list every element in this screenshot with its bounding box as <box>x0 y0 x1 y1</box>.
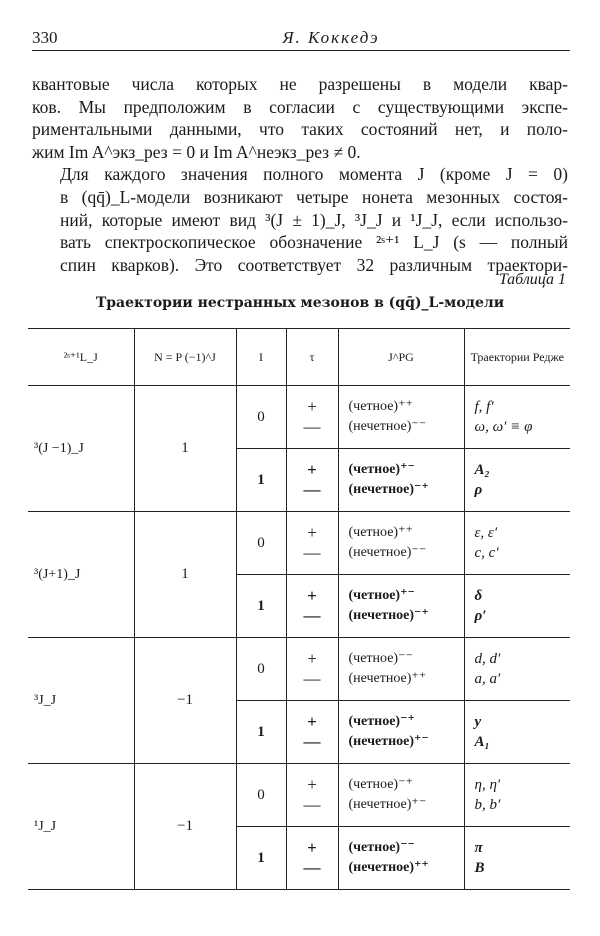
isospin-cell: 1 <box>236 701 286 764</box>
regge-cell <box>464 386 570 449</box>
jpg-cell-line: (нечетное)⁻⁻ <box>348 419 427 434</box>
tau-cell-line: — <box>303 732 321 751</box>
regge-cell <box>464 764 570 827</box>
body-text <box>32 73 568 276</box>
regge-cell-line: ω, ω′ ≡ φ <box>474 419 533 435</box>
paragraph-2 <box>32 163 568 276</box>
page-number: 330 <box>32 28 58 47</box>
n-cell: 1 <box>134 386 236 512</box>
text-line: Для каждого значения полного момента J (кроме J = 0) <box>60 164 568 185</box>
regge-cell-line: A₁ <box>474 734 490 750</box>
tau-cell <box>286 575 338 638</box>
isospin-cell: 1 <box>236 827 286 890</box>
text-line: вать спектроскопическое обозначение ²ˢ⁺¹ L_J (s — полный <box>60 232 568 253</box>
tau-cell-line: — <box>303 606 321 625</box>
jpg-cell <box>338 512 464 575</box>
tau-cell-line: — <box>303 795 321 814</box>
jpg-cell-line: (четное)⁻⁺ <box>348 714 415 729</box>
running-title: Я. Коккедэ <box>282 28 380 47</box>
tau-cell-line: + <box>307 460 317 479</box>
text-line: в (qq̄)_L-модели возникают четыре нонета мезонных состоя- <box>60 186 568 207</box>
jpg-cell-line: (четное)⁺⁻ <box>348 462 415 477</box>
table-row <box>28 638 570 701</box>
state-cell: ³(J+1)_J <box>28 512 134 638</box>
tau-cell <box>286 449 338 512</box>
text-line: жим Im A^экз_рез = 0 и Im A^неэкз_рез ≠ 0. <box>32 141 361 162</box>
tau-cell-line: — <box>303 543 321 562</box>
tau-cell <box>286 701 338 764</box>
regge-cell-line: d, d′ <box>474 651 501 667</box>
jpg-cell-line: (нечетное)⁻⁻ <box>348 545 427 560</box>
isospin-cell: 0 <box>236 764 286 827</box>
page-header <box>32 28 570 51</box>
n-cell: 1 <box>134 512 236 638</box>
jpg-cell-line: (четное)⁺⁺ <box>348 399 413 414</box>
regge-cell <box>464 449 570 512</box>
isospin-cell: 1 <box>236 449 286 512</box>
tau-cell-line: + <box>307 649 317 668</box>
regge-cell-line: B <box>474 860 485 876</box>
jpg-cell-line: (четное)⁻⁻ <box>348 840 415 855</box>
tau-cell-line: + <box>307 838 317 857</box>
text-line: ний, которые имеют вид ³(J ± 1)_J, ³J_J и ¹J_J, если использо- <box>60 209 568 230</box>
tau-cell <box>286 512 338 575</box>
isospin-cell: 0 <box>236 638 286 701</box>
regge-cell <box>464 512 570 575</box>
jpg-cell-line: (нечетное)⁺⁺ <box>348 671 427 686</box>
regge-cell-line: A₂ <box>474 462 490 478</box>
isospin-cell: 1 <box>236 575 286 638</box>
regge-cell-line: b, b′ <box>474 797 501 813</box>
tau-cell-line: — <box>303 480 321 499</box>
regge-cell <box>464 827 570 890</box>
trajectory-table <box>28 328 570 890</box>
tau-cell <box>286 827 338 890</box>
jpg-cell-line: (четное)⁺⁻ <box>348 588 415 603</box>
regge-cell <box>464 638 570 701</box>
jpg-cell-line: (нечетное)⁺⁺ <box>348 860 429 875</box>
regge-cell-line: π <box>474 840 483 856</box>
tau-cell-line: + <box>307 523 317 542</box>
regge-cell-line: ρ′ <box>474 608 487 624</box>
table-row <box>28 386 570 449</box>
state-cell: ³(J −1)_J <box>28 386 134 512</box>
table-row <box>28 764 570 827</box>
paragraph-1 <box>32 73 568 163</box>
jpg-cell <box>338 386 464 449</box>
jpg-cell-line: (четное)⁺⁺ <box>348 525 413 540</box>
regge-cell-line: ε, ε′ <box>474 525 498 541</box>
jpg-cell <box>338 449 464 512</box>
col-header-state: ²ˢ⁺¹L_J <box>28 329 134 386</box>
tau-cell-line: + <box>307 586 317 605</box>
table-row <box>28 512 570 575</box>
jpg-cell-line: (нечетное)⁻⁺ <box>348 482 429 497</box>
regge-cell-line: a, a′ <box>474 671 501 687</box>
state-cell: ³J_J <box>28 638 134 764</box>
tau-cell-line: + <box>307 775 317 794</box>
tau-cell <box>286 638 338 701</box>
regge-cell-line: δ <box>474 588 483 604</box>
col-header-isospin: I <box>236 329 286 386</box>
jpg-cell <box>338 827 464 890</box>
text-line: спин кварков). Это соответствует 32 различным траектори- <box>60 254 568 275</box>
jpg-cell <box>338 764 464 827</box>
jpg-cell-line: (нечетное)⁻⁺ <box>348 608 429 623</box>
tau-cell-line: — <box>303 858 321 877</box>
tau-cell-line: — <box>303 417 321 436</box>
jpg-cell-line: (нечетное)⁺⁻ <box>348 734 429 749</box>
regge-cell-line: η, η′ <box>474 777 501 793</box>
isospin-cell: 0 <box>236 512 286 575</box>
jpg-cell <box>338 575 464 638</box>
jpg-cell-line: (нечетное)⁺⁻ <box>348 797 427 812</box>
table-header-row <box>28 329 570 386</box>
tau-cell <box>286 764 338 827</box>
regge-cell <box>464 575 570 638</box>
text-line: ков. Мы предположим в согласии с существующими экспе- <box>32 96 568 117</box>
state-cell: ¹J_J <box>28 764 134 890</box>
regge-cell-line: y <box>474 714 482 730</box>
regge-cell-line: f, f′ <box>474 399 494 415</box>
tau-cell-line: + <box>307 712 317 731</box>
regge-cell-line: ρ <box>474 482 483 498</box>
text-line: квантовые числа которых не разрешены в модели квар- <box>32 74 568 94</box>
col-header-tau: τ <box>286 329 338 386</box>
tau-cell-line: — <box>303 669 321 688</box>
jpg-cell-line: (четное)⁻⁻ <box>348 651 413 666</box>
tau-cell <box>286 386 338 449</box>
col-header-regge: Траектории Редже <box>464 329 570 386</box>
regge-cell-line: c, c′ <box>474 545 499 561</box>
n-cell: −1 <box>134 638 236 764</box>
n-cell: −1 <box>134 764 236 890</box>
jpg-cell <box>338 701 464 764</box>
table-title: Траектории нестранных мезонов в (qq̄)_L-модели <box>95 295 505 311</box>
regge-cell <box>464 701 570 764</box>
text-line: риментальными данными, что таких состояний нет, и поло- <box>32 119 568 140</box>
jpg-cell-line: (четное)⁻⁺ <box>348 777 413 792</box>
table-label: Таблица 1 <box>498 271 566 288</box>
isospin-cell: 0 <box>236 386 286 449</box>
col-header-jpg: J^PG <box>338 329 464 386</box>
jpg-cell <box>338 638 464 701</box>
tau-cell-line: + <box>307 397 317 416</box>
col-header-n: N = P (−1)^J <box>134 329 236 386</box>
